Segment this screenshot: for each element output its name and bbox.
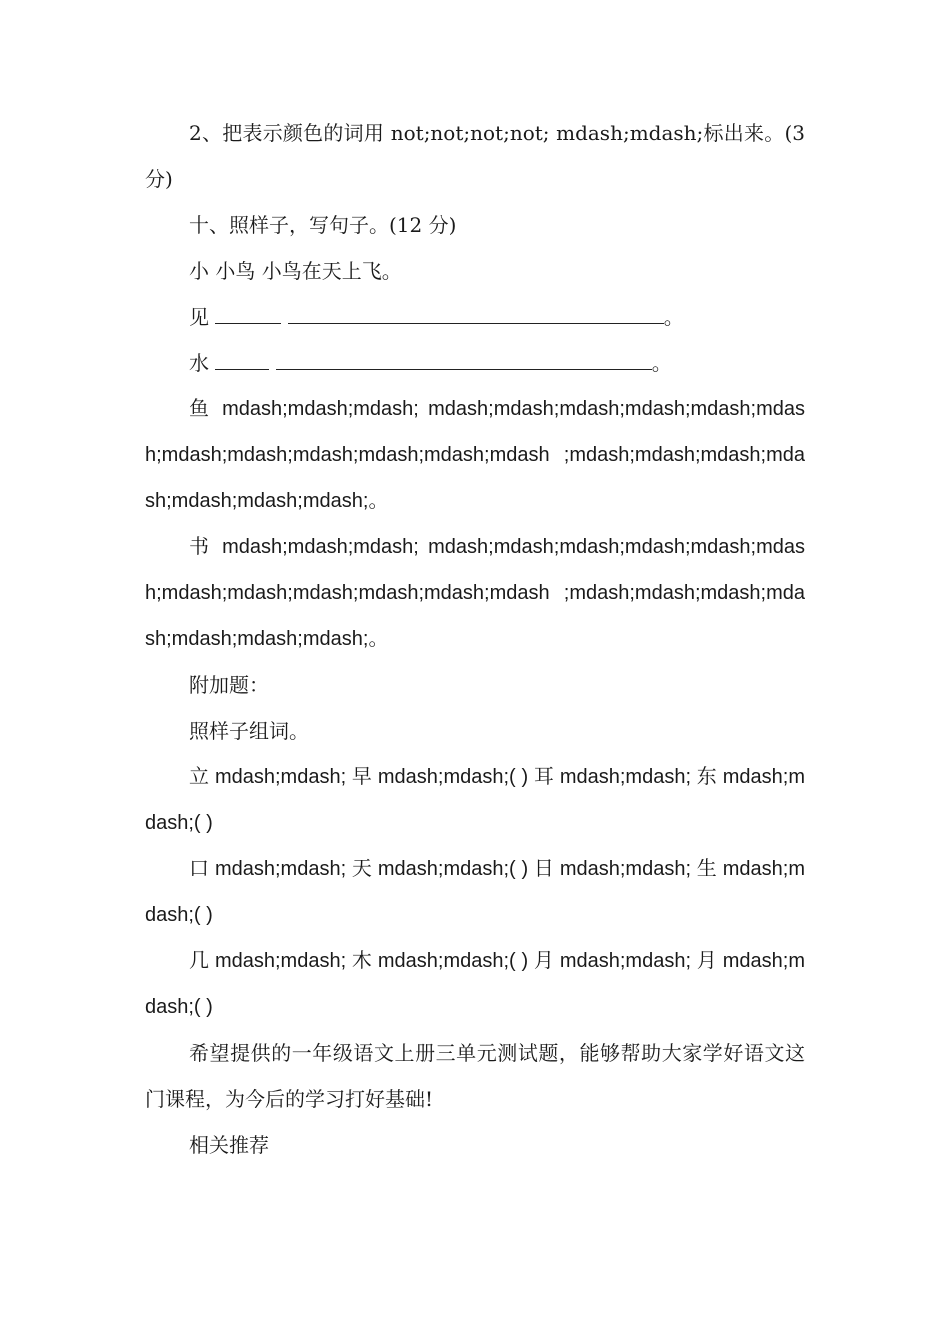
blank-short [215,305,281,324]
word-group-row-3: 几 mdash;mdash; 木 mdash;mdash;( ) 月 mdash;mdash; 月 mdash;mdash;( ) [145,950,805,1018]
fill-line-shui-char: 水 [189,351,209,375]
word-group-row-2: 口 mdash;mdash; 天 mdash;mdash;( ) 日 mdash;mdash; 生 mdash;mdash;( ) [145,858,805,926]
word-group-row-1: 立 mdash;mdash; 早 mdash;mdash;( ) 耳 mdash;mdash; 东 mdash;mdash;( ) [145,766,805,834]
fill-line-shui-end: 。 [651,351,672,375]
closing-paragraph: 希望提供的一年级语文上册三单元测试题，能够帮助大家学好语文这门课程，为今后的学习打好基础! [145,1041,805,1111]
bonus-instruction: 照样子组词。 [189,719,309,743]
bonus-heading: 附加题： [189,673,269,697]
fill-line-shui [145,340,805,386]
fill-line-yu: 鱼 mdash;mdash;mdash; mdash;mdash;mdash;mdash;mdash;mdash;mdash;mdash;mdash;mdash;mdash;mdash ;mdash;mdash;mdash;mdash;mdash;mdash;mdash;。 [145,398,805,512]
blank-long [276,351,652,370]
document-page [145,110,805,1168]
section-ten-heading: 十、照样子，写句子。(12 分) [189,213,457,237]
question-2-colors: 2、把表示颜色的词用 not;not;not;not; mdash;mdash;标出来。(3 分) [145,121,805,191]
blank-short [215,351,269,370]
example-sentence: 小 小鸟 小鸟在天上飞。 [189,259,402,283]
blank-long [288,305,664,324]
fill-line-jian [145,294,805,340]
related-recommendations: 相关推荐 [189,1133,269,1157]
fill-line-jian-char: 见 [189,305,209,329]
fill-line-jian-end: 。 [663,305,684,329]
fill-line-shu: 书 mdash;mdash;mdash; mdash;mdash;mdash;mdash;mdash;mdash;mdash;mdash;mdash;mdash;mdash;mdash ;mdash;mdash;mdash;mdash;mdash;mdash;mdash;。 [145,536,805,650]
